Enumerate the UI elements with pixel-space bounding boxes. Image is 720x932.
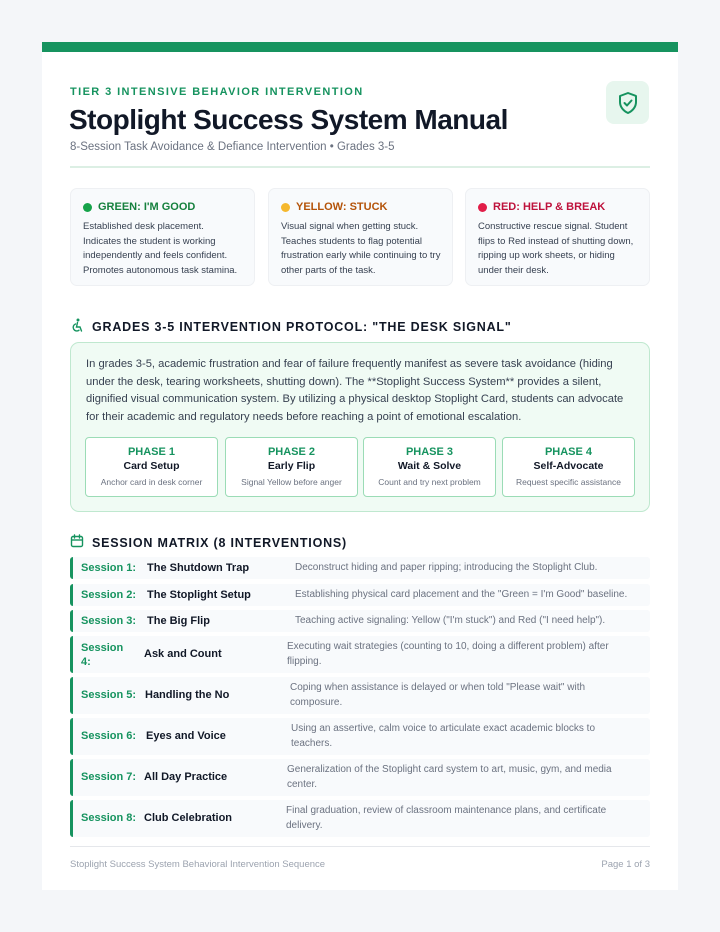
signal-label: GREEN: I'M GOOD: [98, 201, 196, 213]
phase-card: [363, 437, 496, 497]
signal-description: Constructive rescue signal. Student flips to Red instead of shutting down, ripping up work sheets, or hiding under their desk.: [478, 221, 634, 276]
matrix-heading: [70, 534, 347, 551]
phase-name: Card Setup: [123, 460, 180, 472]
session-description: Establishing physical card placement and the "Green = I'm Good" baseline.: [295, 589, 628, 600]
phase-card: [225, 437, 358, 497]
session-label: Session 4:: [81, 642, 124, 668]
accessibility-icon: [70, 318, 84, 335]
phase-name: Early Flip: [267, 460, 316, 472]
session-label: Session 3:: [81, 615, 137, 627]
protocol-heading-text: GRADES 3-5 INTERVENTION PROTOCOL: "THE DESK SIGNAL": [92, 319, 512, 334]
page-subtitle: 8-Session Task Avoidance & Defiance Intervention • Grades 3-5: [70, 141, 395, 153]
red-dot-icon: [478, 203, 487, 212]
session-label: Session 2:: [81, 589, 137, 601]
session-row: [70, 636, 650, 673]
footer-title: Stoplight Success System Behavioral Intervention Sequence: [70, 859, 326, 870]
phase-description: Request specific assistance: [516, 477, 621, 487]
calendar-icon: [70, 534, 84, 551]
signal-label: YELLOW: STUCK: [296, 201, 388, 213]
signal-card-red: [465, 188, 650, 286]
yellow-dot-icon: [281, 203, 290, 212]
footer-divider: [70, 846, 650, 847]
signal-card-green: [70, 188, 255, 286]
session-description: Executing wait strategies (counting to 10, doing a different problem) after flipping.: [287, 641, 609, 667]
session-description: Deconstruct hiding and paper ripping; introducing the Stoplight Club.: [295, 562, 598, 573]
phase-number: PHASE 1: [127, 446, 176, 458]
session-row: [70, 677, 650, 714]
signal-card-yellow: [268, 188, 453, 286]
session-title: Club Celebration: [144, 812, 233, 824]
kicker-label: TIER 3 INTENSIVE BEHAVIOR INTERVENTION: [70, 86, 364, 98]
session-title: The Shutdown Trap: [147, 562, 250, 574]
session-title: Eyes and Voice: [146, 730, 226, 742]
session-title: All Day Practice: [144, 771, 228, 783]
shield-check-icon: [606, 81, 649, 124]
session-row: [70, 557, 650, 579]
session-label: Session 7:: [81, 771, 137, 783]
phase-number: PHASE 2: [267, 446, 316, 458]
session-title: The Stoplight Setup: [147, 589, 251, 601]
protocol-box: [70, 342, 650, 512]
session-row: [70, 759, 650, 796]
signal-description: Visual signal when getting stuck. Teaches students to flag potential frustration early while continuing to try other parts of the task.: [281, 221, 441, 276]
session-row: [70, 718, 650, 755]
session-title: Handling the No: [145, 689, 230, 701]
matrix-heading-text: SESSION MATRIX (8 INTERVENTIONS): [92, 535, 348, 550]
phase-name: Self-Advocate: [533, 460, 604, 472]
session-label: Session 1:: [81, 562, 137, 574]
session-label: Session 5:: [81, 689, 137, 701]
session-label: Session 6:: [81, 730, 137, 742]
phase-description: Anchor card in desk corner: [100, 477, 203, 487]
protocol-heading: [70, 318, 512, 335]
session-description: Using an assertive, calm voice to articulate exact academic blocks to teachers.: [291, 723, 596, 749]
phase-card: [502, 437, 635, 497]
phase-number: PHASE 3: [405, 446, 454, 458]
session-description: Final graduation, review of classroom maintenance plans, and certificate delivery.: [286, 805, 607, 831]
session-row: [70, 584, 650, 606]
page-number: Page 1 of 3: [601, 859, 650, 870]
green-dot-icon: [83, 203, 92, 212]
session-row: [70, 610, 650, 632]
session-description: Coping when assistance is delayed or when told "Please wait" with composure.: [290, 682, 586, 708]
session-description: Teaching active signaling: Yellow ("I'm stuck") and Red ("I need help").: [295, 615, 606, 626]
session-label: Session 8:: [81, 812, 137, 824]
session-row: [70, 800, 650, 837]
session-description: Generalization of the Stoplight card system to art, music, gym, and media center.: [287, 764, 612, 790]
manual-page: [42, 42, 678, 890]
page-title: Stoplight Success System Manual: [69, 104, 508, 135]
phase-description: Signal Yellow before anger: [241, 477, 342, 487]
signal-description: Established desk placement. Indicates the student is working independently and feels confident. Promotes autonomous task stamina.: [83, 221, 238, 276]
session-title: Ask and Count: [144, 648, 222, 660]
header-divider: [70, 166, 650, 168]
phase-card: [85, 437, 218, 497]
protocol-body: In grades 3-5, academic frustration and fear of failure frequently manifest as severe task avoidance (hiding under the desk, tearing worksheets, shutting down). The **Stoplight Success System** provides a silent, dignified visual communication system. By utilizing a physical desktop Stoplight Card, students can advocate for their academic and regulatory needs before reaching a point of emotional escalation.: [86, 358, 624, 423]
signal-label: RED: HELP & BREAK: [493, 201, 606, 213]
phase-name: Wait & Solve: [397, 460, 462, 472]
phase-description: Count and try next problem: [378, 477, 481, 487]
session-title: The Big Flip: [147, 615, 210, 627]
phase-number: PHASE 4: [544, 446, 593, 458]
